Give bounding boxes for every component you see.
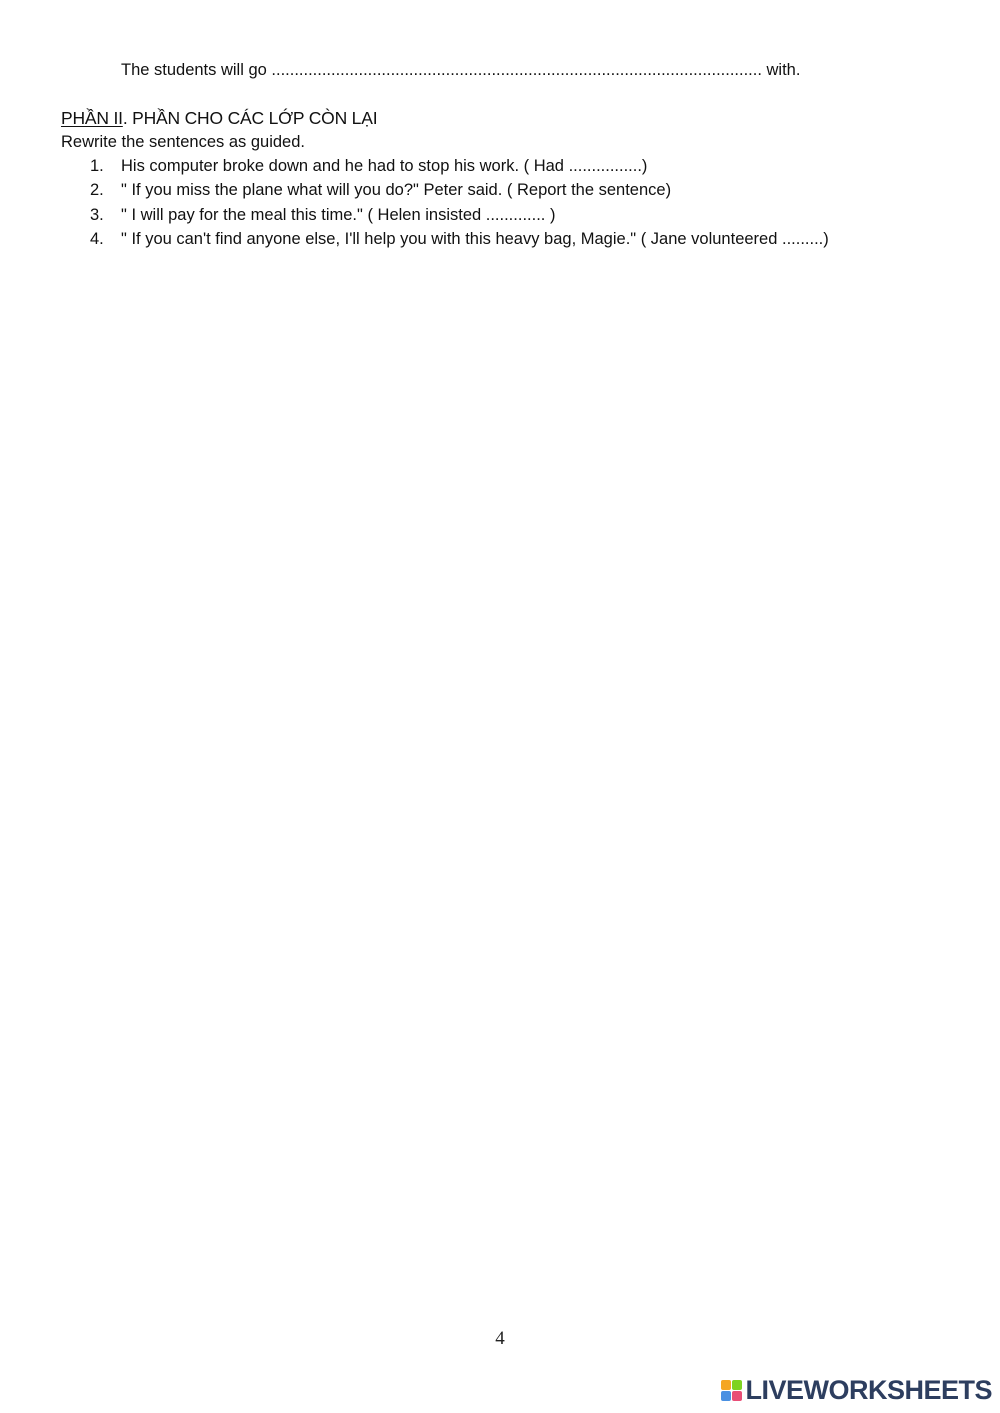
question-text: " If you miss the plane what will you do?" Peter said. ( Report the sentence)	[121, 181, 672, 200]
fill-in-sentence: The students will go ........................................................................................................... with.	[121, 61, 801, 79]
section-heading-rest: . PHẦN CHO CÁC LỚP CÒN LẠI	[122, 108, 378, 128]
liveworksheets-wordmark: LIVEWORKSHEETS	[745, 1375, 992, 1405]
logo-square	[721, 1380, 731, 1390]
question-text: " I will pay for the meal this time." ( Helen insisted ............. )	[121, 205, 556, 224]
question-text: His computer broke down and he had to stop his work. ( Had ................)	[121, 157, 648, 175]
question-number: 4.	[90, 229, 104, 248]
logo-square	[732, 1380, 742, 1390]
question-number: 3.	[90, 205, 104, 224]
question-number: 2.	[90, 181, 104, 200]
question-text: " If you can't find anyone else, I'll help you with this heavy bag, Magie." ( Jane volunteered .........)	[121, 229, 829, 248]
liveworksheets-watermark	[721, 1377, 992, 1404]
logo-square	[721, 1391, 731, 1401]
liveworksheets-logo-icon	[721, 1380, 742, 1401]
question-number: 1.	[90, 157, 104, 175]
logo-square	[732, 1391, 742, 1401]
page-number: 4	[495, 1328, 505, 1349]
section-heading-underlined: PHẦN II	[61, 108, 123, 128]
section-heading	[61, 108, 377, 129]
instruction-text: Rewrite the sentences as guided.	[61, 133, 305, 151]
